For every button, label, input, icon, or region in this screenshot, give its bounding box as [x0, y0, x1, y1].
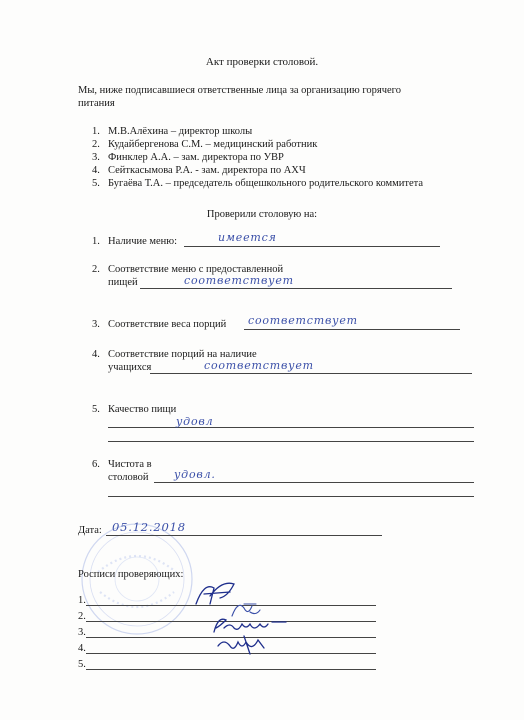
check-label: Соответствие веса порций [108, 319, 227, 330]
answer-line [154, 482, 474, 483]
check-num: 3. [92, 319, 100, 330]
signature-num: 3. [78, 627, 86, 638]
member-num: 2. [92, 139, 100, 150]
check-label-cont: учащихся [108, 362, 152, 373]
check-num: 4. [92, 349, 100, 360]
answer-line [108, 441, 474, 442]
check-label: Наличие меню: [108, 236, 178, 247]
answer-line [108, 427, 474, 428]
check-label: Соответствие меню с предоставленной [108, 264, 284, 275]
check-num: 6. [92, 459, 100, 470]
signature-num: 4. [78, 643, 86, 654]
signature-4 [214, 632, 274, 656]
check-label: Соответствие порций на наличие [108, 349, 257, 360]
signature-num: 2. [78, 611, 86, 622]
member-num: 5. [92, 178, 100, 189]
member-item: Сейткасымова Р.А. - зам. директора по АХЧ [108, 165, 306, 176]
member-item: Финклер А.А. – зам. директора по УВР [108, 152, 284, 163]
answer-line [150, 373, 472, 374]
check-answer-handwritten: имеется [218, 231, 277, 244]
answer-line [184, 246, 440, 247]
member-num: 4. [92, 165, 100, 176]
signature-num: 5. [78, 659, 86, 670]
check-label-cont: столовой [108, 472, 149, 483]
date-handwritten: 05.12.2018 [112, 520, 186, 534]
check-num: 2. [92, 264, 100, 275]
member-item: М.В.Алёхина – директор школы [108, 126, 253, 137]
signature-line [86, 669, 376, 670]
member-num: 3. [92, 152, 100, 163]
check-label-cont: пищей [108, 277, 138, 288]
date-label: Дата: [78, 525, 102, 536]
answer-line [244, 329, 460, 330]
check-answer-handwritten: удовл [176, 415, 214, 428]
date-line [106, 535, 382, 536]
check-answer-handwritten: соответствует [204, 359, 314, 372]
check-num: 1. [92, 236, 100, 247]
check-label: Чистота в [108, 459, 152, 470]
intro-line-2: питания [78, 98, 115, 109]
check-answer-handwritten: соответствует [184, 274, 294, 287]
document-title: Акт проверки столовой. [205, 56, 319, 68]
check-answer-handwritten: удовл. [174, 468, 216, 481]
check-label: Качество пищи [108, 404, 177, 415]
answer-line [140, 288, 452, 289]
member-item: Бугаёва Т.А. – председатель общешкольного родительского коммитета [108, 178, 424, 189]
signatures-heading: Росписи проверяющих: [78, 569, 184, 580]
answer-line [108, 496, 474, 497]
intro-line-1: Мы, ниже подписавшиеся ответственные лица за организацию горячего [78, 85, 401, 96]
signature-num: 1. [78, 595, 86, 606]
member-item: Кудайбергенова С.М. – медицинский работник [108, 139, 318, 150]
member-num: 1. [92, 126, 100, 137]
check-num: 5. [92, 404, 100, 415]
check-answer-handwritten: соответствует [248, 314, 358, 327]
checked-heading: Проверили столовую на: [206, 209, 318, 220]
